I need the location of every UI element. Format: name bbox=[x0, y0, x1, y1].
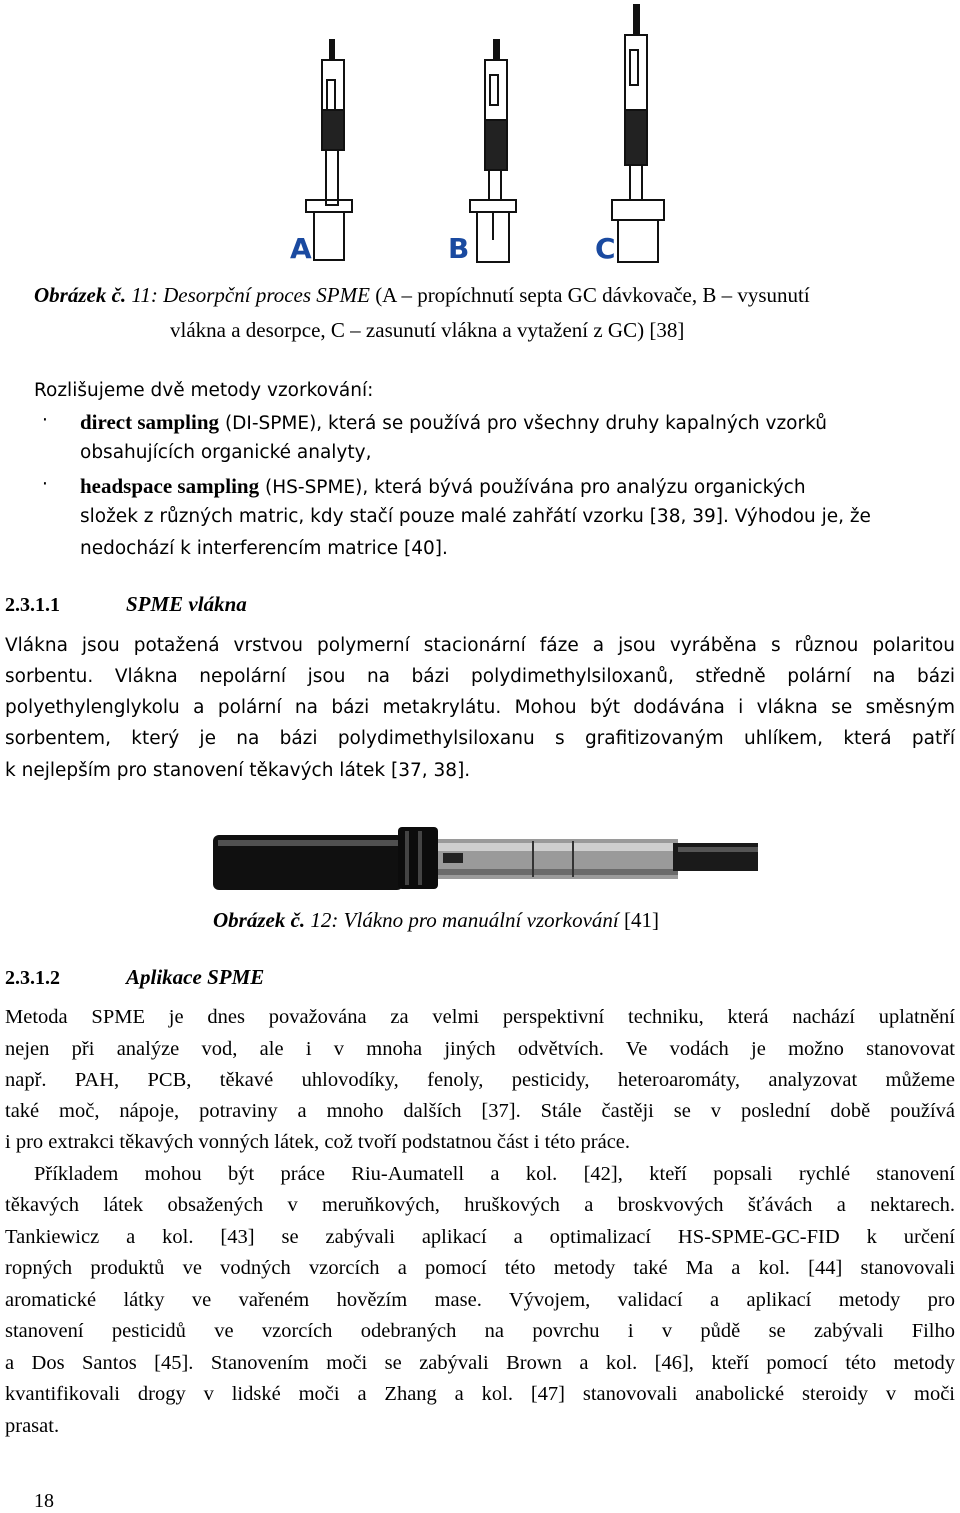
caption-number-12: 12: bbox=[310, 908, 339, 932]
section-title-2: Aplikace SPME bbox=[126, 965, 265, 989]
caption-number: 11: bbox=[131, 283, 158, 307]
method-item-2 bbox=[80, 474, 955, 499]
label-a: A bbox=[290, 232, 312, 265]
method-item-2-line2: složek z různých matric, kdy stačí pouze malé zahřátí vzorku [38, 39]. Výhodou je, že bbox=[80, 506, 871, 527]
method-1-text: (DI-SPME), která se používá pro všechny druhy kapalných vzorků bbox=[224, 413, 827, 434]
section-title: SPME vlákna bbox=[126, 592, 247, 616]
caption-title: Desorpční proces SPME bbox=[163, 283, 370, 307]
label-c: C bbox=[595, 232, 616, 265]
caption-prefix-12: Obrázek č. bbox=[213, 908, 306, 932]
label-b: B bbox=[448, 232, 470, 265]
bullet-2: · bbox=[42, 474, 48, 495]
section-heading-fibers bbox=[5, 592, 247, 617]
section-heading-applications bbox=[5, 965, 264, 990]
section-number: 2.3.1.1 bbox=[5, 594, 60, 616]
section-number-2: 2.3.1.2 bbox=[5, 967, 60, 989]
fiber-holder-photo bbox=[213, 825, 758, 893]
app-line-3: např. PAH, PCB, těkavé uhlovodíky, fenoly, pesticidy, heteroaromáty, analyzovat můžeme bbox=[5, 1069, 955, 1091]
spme-desorption-figure bbox=[270, 0, 670, 270]
app-line-1: Metoda SPME je dnes považována za velmi perspektivní techniku, která nachází uplatnění bbox=[5, 1006, 955, 1028]
app-line-11: stanovení pesticidů ve vzorcích odebraných na povrchu i v půdě se zabývali Filho bbox=[5, 1320, 955, 1342]
methods-intro: Rozlišujeme dvě metody vzorkování: bbox=[34, 380, 374, 401]
fibers-line-5: k nejlepším pro stanovení těkavých látek [37, 38]. bbox=[5, 760, 471, 781]
method-2-name: headspace sampling bbox=[80, 474, 260, 498]
app-line-13: kvantifikovali drogy v lidské moči a Zhang a kol. [47] stanovovali anabolické steroidy v moči bbox=[5, 1383, 955, 1405]
app-line-8: Tankiewicz a kol. [43] se zabývali aplikací a optimalizací HS-SPME-GC-FID k určení bbox=[5, 1226, 955, 1248]
method-1-name: direct sampling bbox=[80, 410, 220, 434]
app-line-5: i pro extrakci těkavých vonných látek, což tvoří podstatnou část i této práce. bbox=[5, 1131, 631, 1153]
method-item-2-line3: nedochází k interferencím matrice [40]. bbox=[80, 538, 448, 559]
app-line-14: prasat. bbox=[5, 1415, 60, 1437]
spme-device-a bbox=[306, 40, 352, 260]
figure-11-caption-line2: vlákna a desorpce, C – zasunutí vlákna a vytažení z GC) [38] bbox=[170, 318, 685, 342]
caption-ref-12: [41] bbox=[624, 908, 660, 932]
page-number: 18 bbox=[34, 1490, 54, 1512]
app-line-4: také moč, nápoje, potraviny a mnoho dalších [37]. Stále častěji se v poslední době používá bbox=[5, 1100, 955, 1122]
spme-device-c bbox=[612, 5, 664, 262]
caption-prefix: Obrázek č. bbox=[34, 283, 127, 307]
app-line-10: aromatické látky ve vařeném hovězím mase. Vývojem, validací a aplikací metody pro bbox=[5, 1289, 955, 1311]
fibers-line-2: sorbentu. Vlákna nepolární jsou na bázi polydimethylsiloxanů, středně polární na bázi bbox=[5, 666, 955, 687]
fibers-line-3: polyethylenglykolu a polární na bázi metakrylátu. Mohou být dodávána i vlákna se směsným bbox=[5, 697, 955, 718]
fibers-line-4: sorbentem, který je na bázi polydimethylsiloxanu s grafitizovaným uhlíkem, která patří bbox=[5, 728, 955, 749]
app-line-6: Příkladem mohou být práce Riu-Aumatell a kol. [42], kteří popsali rychlé stanovení bbox=[34, 1163, 955, 1185]
spme-device-b bbox=[470, 40, 516, 262]
method-item-1-line2: obsahujících organické analyty, bbox=[80, 442, 372, 463]
app-line-7: těkavých látek obsažených v meruňkových, hruškových a broskvových šťávách a nektarech. bbox=[5, 1194, 955, 1216]
bullet-1: · bbox=[42, 410, 48, 431]
app-line-9: ropných produktů ve vodných vzorcích a pomocí této metody také Ma a kol. [44] stanovovali bbox=[5, 1257, 955, 1279]
method-2-text: (HS-SPME), která bývá používána pro analýzu organických bbox=[265, 477, 806, 498]
fibers-line-1: Vlákna jsou potažená vrstvou polymerní stacionární fáze a jsou vyráběna s různou polaritou bbox=[5, 635, 955, 656]
method-item-1 bbox=[80, 410, 955, 435]
caption-rest: (A – propíchnutí septa GC dávkovače, B – vysunutí bbox=[375, 283, 810, 307]
figure-11-caption bbox=[34, 283, 810, 308]
figure-12-caption bbox=[213, 908, 659, 933]
app-line-2: nejen při analýze vod, ale i v mnoha jiných odvětvích. Ve vodách je možno stanovovat bbox=[5, 1038, 955, 1060]
app-line-12: a Dos Santos [45]. Stanovením moči se zabývali Brown a kol. [46], kteří pomocí této metody bbox=[5, 1352, 955, 1374]
caption-title-12: Vlákno pro manuální vzorkování bbox=[343, 908, 619, 932]
